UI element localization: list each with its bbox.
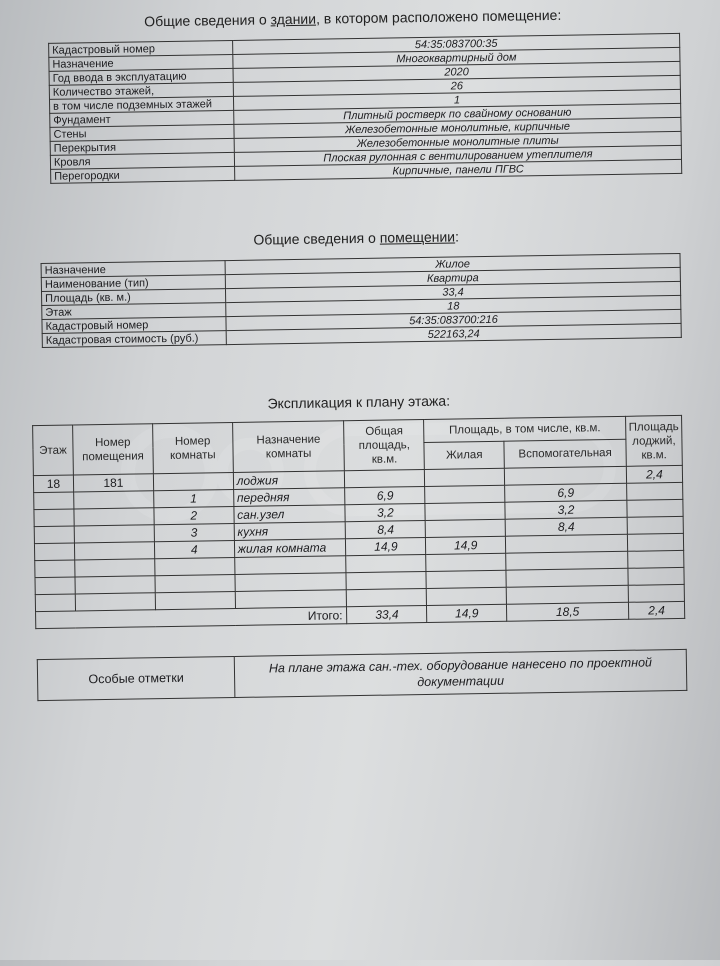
building-info-value: 54:35:083700:35 [233, 33, 680, 54]
cell-total: 8,4 [346, 520, 426, 538]
cell-room: 1 [153, 489, 233, 507]
cell-premise [74, 491, 154, 509]
building-info-value: 2020 [233, 61, 680, 82]
premises-info-label: Этаж [42, 303, 226, 320]
cell-premise [74, 508, 154, 526]
cell-purpose [234, 556, 346, 575]
cell-premise [75, 593, 155, 611]
cell-aux [504, 466, 626, 485]
premises-info-label: Площадь (кв. м.) [41, 289, 225, 306]
cell-purpose: лоджия [233, 471, 345, 490]
cell-total [345, 469, 425, 487]
cell-aux: 6,9 [505, 483, 627, 502]
cell-floor [35, 594, 75, 612]
cell-living: 14,9 [426, 536, 506, 554]
cell-purpose: кухня [234, 522, 346, 541]
cell-living [426, 570, 506, 588]
totals-loggia: 2,4 [628, 601, 684, 619]
cell-aux: 3,2 [505, 500, 627, 519]
building-info-label: Перекрытия [50, 138, 234, 155]
premises-info-value: 522163,24 [226, 323, 681, 344]
cell-total: 6,9 [345, 486, 425, 504]
header-premise-number: Номер помещения [73, 424, 154, 475]
cell-floor [35, 577, 75, 595]
cell-loggia [628, 584, 684, 602]
explication-title: Экспликация к плану этажа: [267, 392, 451, 412]
cell-living [425, 502, 505, 520]
premises-info-table [41, 253, 682, 348]
header-room-number: Номер комнаты [152, 422, 233, 473]
building-info-label: Перегородки [51, 166, 235, 183]
cell-living [425, 468, 505, 486]
building-info-table [48, 33, 682, 184]
cell-premise [74, 525, 154, 543]
building-info-label: Кровля [50, 152, 234, 169]
cell-aux: 8,4 [505, 517, 627, 536]
header-area-including: Площадь, в том числе, кв.м. [424, 416, 626, 442]
cell-loggia [628, 550, 684, 568]
premises-section-title: Общие сведения о помещении: [253, 228, 460, 248]
building-info-value: Плоская рулонная с вентилированием утеплителя [234, 145, 681, 166]
building-info-label: Фундамент [50, 110, 234, 127]
cell-total [346, 571, 426, 589]
building-info-value: 26 [233, 75, 680, 96]
building-info-label: Стены [50, 124, 234, 141]
cell-loggia [628, 567, 684, 585]
header-floor: Этаж [33, 425, 74, 476]
cell-loggia [627, 533, 683, 551]
cell-purpose [235, 573, 347, 592]
cell-aux [506, 585, 628, 604]
building-section-title: Общие сведения о здании, в котором расположено помещение: [144, 6, 562, 30]
cell-premise [75, 576, 155, 594]
premises-info-label: Кадастровый номер [42, 317, 226, 334]
building-info-label: в том числе подземных этажей [49, 96, 233, 113]
cell-premise [75, 559, 155, 577]
building-info-value: Железобетонные монолитные плиты [234, 131, 681, 152]
premises-info-value: 33,4 [225, 281, 680, 302]
special-notes-table [37, 649, 688, 701]
premises-info-value: 54:35:083700:216 [226, 309, 681, 330]
cell-purpose [235, 590, 347, 609]
cell-aux [506, 551, 628, 570]
cell-floor [34, 492, 74, 510]
building-info-value: 1 [233, 89, 680, 110]
cell-room: 3 [154, 523, 234, 541]
cell-room: 2 [154, 506, 234, 524]
header-total-area: Общая площадь, кв.м. [344, 419, 425, 470]
header-room-purpose: Назначение комнаты [232, 421, 345, 473]
premises-info-label: Кадастровая стоимость (руб.) [42, 331, 226, 348]
building-info-label: Кадастровый номер [49, 40, 233, 57]
cell-purpose: сан.узел [234, 505, 346, 524]
cell-loggia: 2,4 [626, 465, 682, 483]
explication-table [32, 415, 685, 629]
cell-premise: 181 [73, 474, 153, 492]
cell-premise [74, 542, 154, 560]
cell-total: 14,9 [346, 537, 426, 555]
cell-floor: 18 [33, 475, 73, 493]
cell-living [427, 587, 507, 605]
cell-room [153, 472, 233, 490]
cell-total [346, 554, 426, 572]
building-info-label: Назначение [49, 54, 233, 71]
cell-living [426, 553, 506, 571]
cell-aux [506, 568, 628, 587]
cell-living [425, 485, 505, 503]
special-notes-label: Особые отметки [37, 656, 235, 700]
header-loggia-area: Площадь лоджий, кв.м. [625, 415, 682, 466]
premises-info-label: Назначение [41, 261, 225, 278]
building-info-value: Многоквартирный дом [233, 47, 680, 68]
totals-living: 14,9 [427, 604, 507, 622]
building-info-label: Год ввода в эксплуатацию [49, 68, 233, 85]
totals-label: Итого: [36, 607, 348, 629]
cell-living [425, 519, 505, 537]
totals-aux: 18,5 [507, 602, 629, 621]
cell-purpose: передняя [233, 488, 345, 507]
cell-room: 4 [154, 540, 234, 558]
premises-info-label: Наименование (тип) [41, 275, 225, 292]
premises-info-value: 18 [226, 295, 681, 316]
premises-info-value: Жилое [225, 253, 680, 274]
cell-floor [34, 509, 74, 527]
cell-purpose: жилая комната [234, 539, 346, 558]
cell-total [347, 588, 427, 606]
cell-aux [505, 534, 627, 553]
cell-loggia [627, 516, 683, 534]
building-info-value: Железобетонные монолитные, кирпичные [234, 117, 681, 138]
cell-loggia [627, 482, 683, 500]
cell-room [155, 557, 235, 575]
building-info-value: Кирпичные, панели ПГВС [235, 159, 682, 180]
building-info-label: Количество этажей, [49, 82, 233, 99]
special-notes-text: На плане этажа сан.-тех. оборудование нанесено по проектной документации [234, 649, 687, 697]
building-info-value: Плитный ростверк по свайному основанию [234, 103, 681, 124]
cell-loggia [627, 499, 683, 517]
cell-floor [34, 526, 74, 544]
cell-floor [34, 543, 74, 561]
header-living-area: Жилая [424, 441, 504, 469]
header-auxiliary-area: Вспомогательная [504, 439, 626, 468]
cell-room [155, 574, 235, 592]
cell-total: 3,2 [345, 503, 425, 521]
premises-info-value: Квартира [225, 267, 680, 288]
cell-room [155, 591, 235, 609]
totals-total: 33,4 [347, 605, 427, 623]
cell-floor [35, 560, 75, 578]
